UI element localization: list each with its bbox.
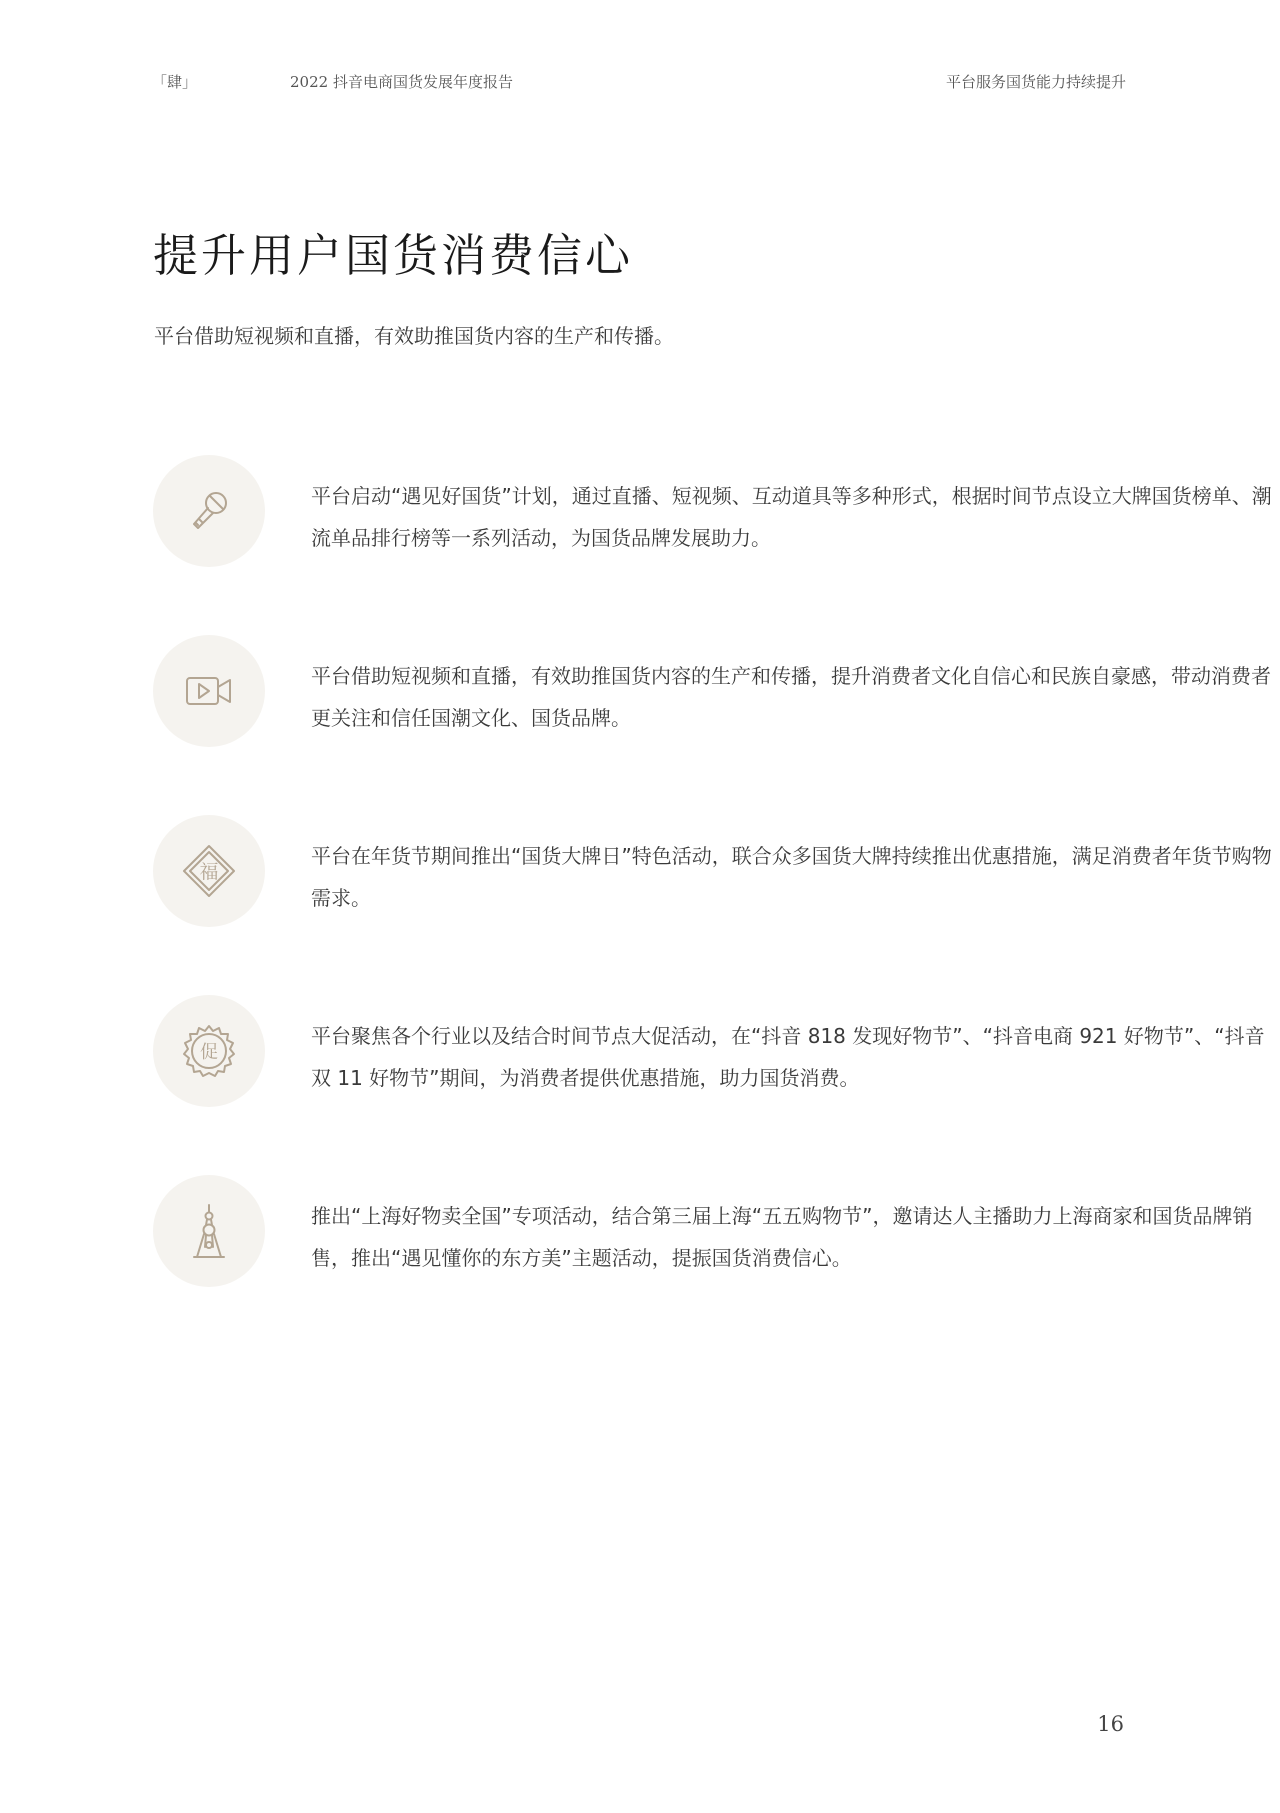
video-camera-icon xyxy=(153,635,265,747)
promotion-badge-icon xyxy=(153,995,265,1107)
tv-tower-icon xyxy=(153,1175,265,1287)
header-chapter-label: 「肆」 xyxy=(152,73,198,91)
fu-glyph: 福 xyxy=(199,861,219,883)
header-section-title: 平台服务国货能力持续提升 xyxy=(945,73,1126,91)
header-report-title: 2022 抖音电商国货发展年度报告 xyxy=(290,73,513,91)
fu-character-icon xyxy=(153,815,265,927)
item-description: 平台借助短视频和直播，有效助推国货内容的生产和传播，提升消费者文化自信心和民族自豪感，带动消费者更关注和信任国潮文化、国货品牌。 xyxy=(311,664,1271,730)
page-subtitle: 平台借助短视频和直播，有效助推国货内容的生产和传播。 xyxy=(154,324,674,348)
list-item xyxy=(153,815,1272,935)
item-description: 推出“上海好物卖全国”专项活动，结合第三届上海“五五购物节”，邀请达人主播助力上海商家和国货品牌销售，推出“遇见懂你的东方美”主题活动，提振国货消费信心。 xyxy=(311,1204,1253,1270)
page-title: 提升用户国货消费信心 xyxy=(153,229,634,282)
list-item xyxy=(153,995,1265,1115)
microphone-icon xyxy=(153,455,265,567)
cu-glyph: 促 xyxy=(200,1042,218,1063)
item-description: 平台在年货节期间推出“国货大牌日”特色活动，联合众多国货大牌持续推出优惠措施，满足消费者年货节购物需求。 xyxy=(311,844,1272,910)
item-description: 平台聚焦各个行业以及结合时间节点大促活动，在“抖音 818 发现好物节”、“抖音电商 921 好物节”、“抖音双 11 好物节”期间，为消费者提供优惠措施，助力国货消费。 xyxy=(311,1024,1265,1090)
list-item xyxy=(153,455,1272,575)
page-number: 16 xyxy=(1097,1712,1124,1736)
item-description: 平台启动“遇见好国货”计划，通过直播、短视频、互动道具等多种形式，根据时间节点设立大牌国货榜单、潮流单品排行榜等一系列活动，为国货品牌发展助力。 xyxy=(311,484,1272,550)
list-item xyxy=(153,1175,1253,1295)
list-item xyxy=(153,635,1271,755)
